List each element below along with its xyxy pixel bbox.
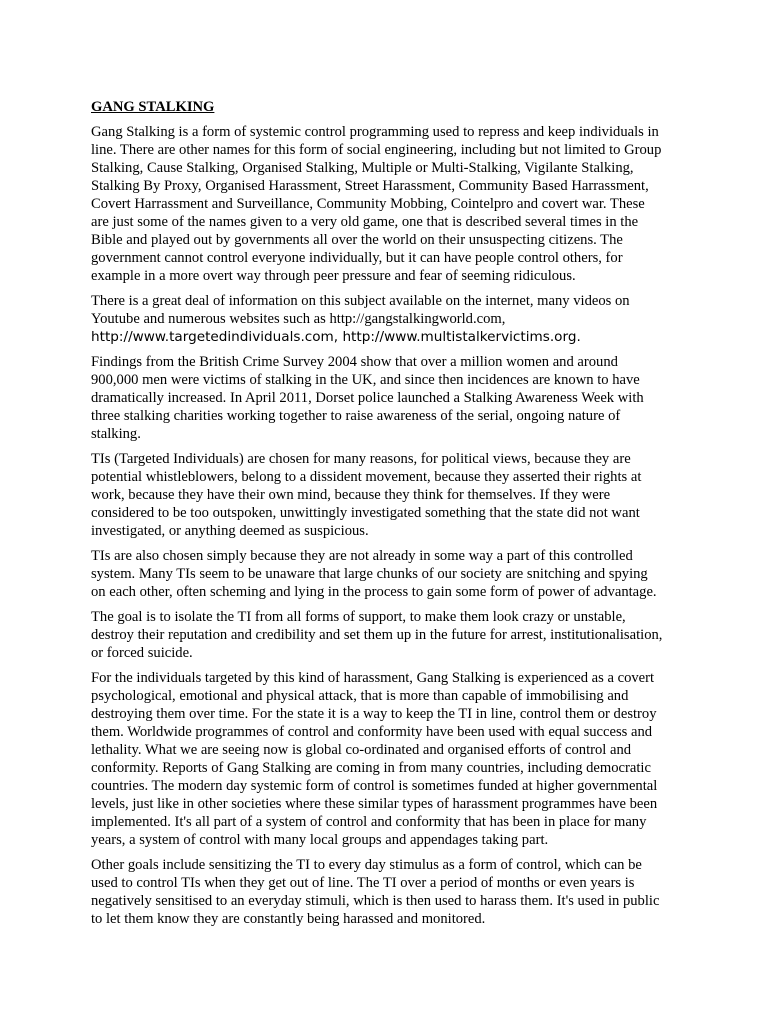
document-page xyxy=(91,98,663,935)
document-title: GANG STALKING xyxy=(91,99,215,115)
paragraph-resources xyxy=(91,292,663,346)
paragraph-intro: Gang Stalking is a form of systemic control programming used to repress and keep individuals in line. There are other names for this form of social engineering, including but not limited to Group Stalking, Cause Stalking, Organised Stalking, Multiple or Multi-Stalking, Vigilante Stalking, Stalking By Proxy, Organised Harassment, Street Harassment, Community Based Harrassment, Covert Harrassment and Surveillance, Community Mobbing, Cointelpro and covert war. These are just some of the names given to a very old game, one that is described several times in the Bible and played out by governments all over the world on their unsuspecting citizens. The government cannot control everyone individually, but it can have people control others, for example in a more overt way through peer pressure and fear of seeming ridiculous. xyxy=(91,124,662,284)
paragraph-harassment-experience: For the individuals targeted by this kind of harassment, Gang Stalking is experienced as a covert psychological, emotional and physical attack, that is more than capable of immobilising and destroying them over time. For the state it is a way to keep the TI in line, control them or destroy them. Worldwide programmes of control and conformity have been used with equal success and lethality. What we are seeing now is global co-ordinated and organised efforts of control and conformity. Reports of Gang Stalking are coming in from many countries, including democratic countries. The modern day systemic form of control is sometimes funded at higher governmental levels, just like in other societies where these similar types of harassment programmes have been implemented. It's all part of a system of control and conformity that has been in place for many years, a system of control with many local groups and appendages taking part. xyxy=(91,670,658,848)
paragraph-targeted-individuals: TIs (Targeted Individuals) are chosen for many reasons, for political views, because they are potential whistleblowers, belong to a dissident movement, because they asserted their rights at work, because they have their own mind, because they think for themselves. If they were considered to be too outspoken, unwittingly investigated something that the state did not want investigated, or anything deemed as suspicious. xyxy=(91,451,642,539)
url-list: http://www.targetedindividuals.com, http://www.multistalkervictims.org. xyxy=(91,329,581,345)
paragraph-crime-survey: Findings from the British Crime Survey 2004 show that over a million women and around 900,000 men were victims of stalking in the UK, and since then incidences are known to have dramatically increased. In April 2011, Dorset police launched a Stalking Awareness Week with three stalking charities working together to raise awareness of the serial, ongoing nature of stalking. xyxy=(91,354,644,442)
paragraph-resources-text: There is a great deal of information on this subject available on the internet, many videos on Youtube and numerous websites such as http://gangstalkingworld.com, xyxy=(91,293,630,327)
paragraph-goal: The goal is to isolate the TI from all forms of support, to make them look crazy or unstable, destroy their reputation and credibility and set them up in the future for arrest, institutionalisation, or forced suicide. xyxy=(91,609,663,661)
paragraph-other-goals: Other goals include sensitizing the TI to every day stimulus as a form of control, which can be used to control TIs when they get out of line. The TI over a period of months or even years is negatively sensitised to an everyday stimuli, which is then used to harass them. It's used in public to let them know they are constantly being harassed and monitored. xyxy=(91,857,660,927)
paragraph-controlled-system: TIs are also chosen simply because they are not already in some way a part of this controlled system. Many TIs seem to be unaware that large chunks of our society are snitching and spying on each other, often scheming and lying in the process to gain some form of power of advantage. xyxy=(91,548,657,600)
